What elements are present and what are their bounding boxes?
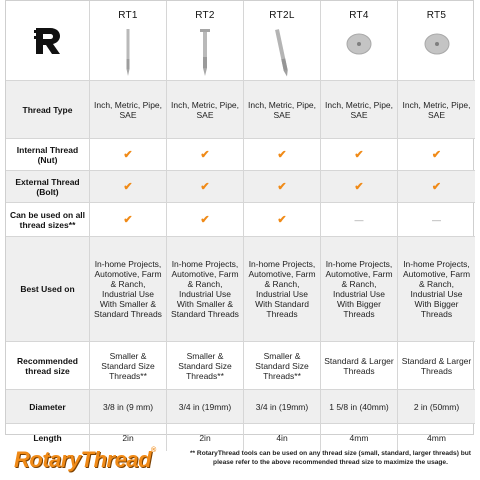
thread-type-value: Inch, Metric, Pipe, SAE	[167, 81, 244, 139]
row-label-best-used-on: Best Used on	[6, 237, 90, 342]
diameter-value: 2 in (50mm)	[398, 390, 475, 424]
diameter-value: 3/4 in (19mm)	[244, 390, 321, 424]
checkmark-icon: ✔	[90, 203, 167, 237]
thread-type-value: Inch, Metric, Pipe, SAE	[398, 81, 475, 139]
row-label-thread-type: Thread Type	[6, 81, 90, 139]
recommended-size-value: Smaller & Standard Size Threads**	[90, 342, 167, 390]
footnote: ** RotaryThread tools can be used on any thread size (small, standard, larger threads) but please refer to the above recommended thread size to maximize the usage.	[189, 450, 472, 466]
length-value: 2in	[90, 424, 167, 451]
checkmark-icon: ✔	[244, 139, 321, 171]
best-used-on-value: In-home Projects, Automotive, Farm & Ranch, Industrial Use With Bigger Threads	[398, 237, 475, 342]
recommended-size-value: Smaller & Standard Size Threads**	[244, 342, 321, 390]
checkmark-icon: ✔	[90, 139, 167, 171]
best-used-on-value: In-home Projects, Automotive, Farm & Ranch, Industrial Use With Bigger Threads	[321, 237, 398, 342]
product-header-rt2l	[244, 1, 321, 81]
diameter-value: 1 5/8 in (40mm)	[321, 390, 398, 424]
product-name: RT5	[426, 10, 447, 21]
rt1-tool-icon	[122, 29, 134, 77]
rt5-disc-icon	[422, 29, 452, 59]
length-value: 4in	[244, 424, 321, 451]
product-name: RT4	[349, 10, 369, 21]
row-label-external-thread: External Thread (Bolt)	[6, 171, 90, 203]
length-value: 2in	[167, 424, 244, 451]
rt2-tool-icon	[198, 29, 212, 77]
thread-type-value: Inch, Metric, Pipe, SAE	[321, 81, 398, 139]
rotarythread-logo-icon	[33, 25, 63, 57]
row-label-diameter: Diameter	[6, 390, 90, 424]
diameter-value: 3/8 in (9 mm)	[90, 390, 167, 424]
checkmark-icon: ✔	[321, 171, 398, 203]
checkmark-icon: ✔	[244, 203, 321, 237]
length-value: 4mm	[321, 424, 398, 451]
row-label-recommended-size: Recommended thread size	[6, 342, 90, 390]
product-name: RT1	[118, 10, 138, 21]
recommended-size-value: Standard & Larger Threads	[398, 342, 475, 390]
product-header-rt4	[321, 1, 398, 81]
checkmark-icon: ✔	[167, 203, 244, 237]
thread-type-value: Inch, Metric, Pipe, SAE	[244, 81, 321, 139]
product-header-rt1	[90, 1, 167, 81]
diameter-value: 3/4 in (19mm)	[167, 390, 244, 424]
recommended-size-value: Smaller & Standard Size Threads**	[167, 342, 244, 390]
product-header-rt2	[167, 1, 244, 81]
checkmark-icon: ✔	[167, 139, 244, 171]
dash-icon: —	[398, 203, 475, 237]
length-value: 4mm	[427, 432, 446, 443]
row-label-all-sizes: Can be used on all thread sizes**	[6, 203, 90, 237]
best-used-on-value: In-home Projects, Automotive, Farm & Ranch, Industrial Use With Standard Threads	[244, 237, 321, 342]
thread-type-value: Inch, Metric, Pipe, SAE	[90, 81, 167, 139]
best-used-on-value: In-home Projects, Automotive, Farm & Ranch, Industrial Use With Smaller & Standard Threads	[90, 237, 167, 342]
checkmark-icon: ✔	[398, 171, 475, 203]
row-label-length: Length	[6, 424, 90, 451]
rt4-disc-icon	[344, 29, 374, 59]
dash-icon: —	[321, 203, 398, 237]
row-label-internal-thread: Internal Thread (Nut)	[6, 139, 90, 171]
registered-mark: ®	[151, 447, 156, 454]
brand-logo-cell	[6, 1, 90, 81]
rt2l-tool-icon	[274, 29, 290, 77]
product-header-rt5	[398, 1, 475, 81]
product-name: RT2	[195, 10, 215, 21]
rotarythread-wordmark	[14, 447, 156, 473]
checkmark-icon: ✔	[167, 171, 244, 203]
best-used-on-value: In-home Projects, Automotive, Farm & Ranch, Industrial Use With Smaller & Standard Threads	[167, 237, 244, 342]
comparison-table	[5, 0, 474, 443]
checkmark-icon: ✔	[398, 139, 475, 171]
recommended-size-value: Standard & Larger Threads	[321, 342, 398, 390]
wordmark-text: RotaryThread	[14, 447, 152, 472]
checkmark-icon: ✔	[90, 171, 167, 203]
checkmark-icon: ✔	[244, 171, 321, 203]
checkmark-icon: ✔	[321, 139, 398, 171]
product-name: RT2L	[269, 10, 295, 21]
